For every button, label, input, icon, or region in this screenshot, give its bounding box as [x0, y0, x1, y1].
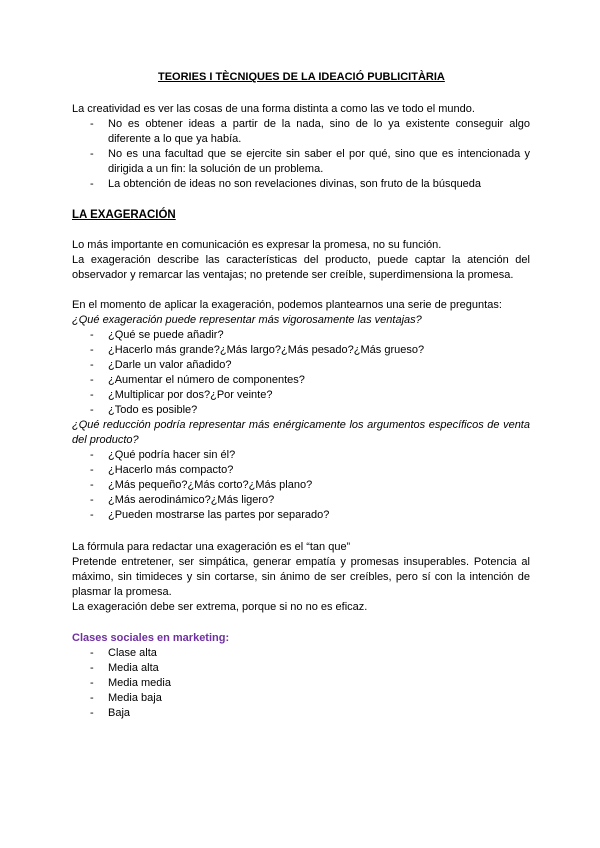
list-item — [72, 661, 530, 676]
list-item — [72, 646, 530, 661]
list-item — [72, 706, 530, 721]
bullet-dash: - — [90, 692, 94, 704]
bullet-text: No es una facultad que se ejercite sin saber el por qué, sino que es intencionada y dirigida a un fin: la solución de un problema. — [108, 148, 530, 175]
list-item — [72, 676, 530, 691]
bullet-dash: - — [90, 359, 94, 371]
intro-bullet-list — [72, 117, 530, 192]
bullet-text: ¿Pueden mostrarse las partes por separado? — [108, 509, 330, 521]
question-heading: ¿Qué exageración puede representar más vigorosamente las ventajas? — [72, 314, 422, 326]
document-title: TEORIES I TÈCNIQUES DE LA IDEACIÓ PUBLICITÀRIA — [158, 71, 445, 83]
bullet-dash: - — [90, 344, 94, 356]
list-item — [72, 463, 530, 478]
bullet-dash: - — [90, 479, 94, 491]
list-item — [72, 403, 530, 418]
list-item — [72, 117, 530, 147]
classes-heading: Clases sociales en marketing: — [72, 632, 230, 644]
bullet-text: ¿Qué se puede añadir? — [108, 329, 224, 341]
question-heading: ¿Qué reducción podría representar más enérgicamente los argumentos específicos de venta del producto? — [72, 419, 530, 446]
bullet-text: ¿Darle un valor añadido? — [108, 359, 232, 371]
bullet-dash: - — [90, 404, 94, 416]
social-classes-list — [72, 646, 530, 721]
bullet-dash: - — [90, 662, 94, 674]
bullet-text: Media alta — [108, 662, 159, 674]
bullet-dash: - — [90, 494, 94, 506]
list-item — [72, 373, 530, 388]
bullet-dash: - — [90, 707, 94, 719]
bullet-dash: - — [90, 148, 94, 160]
paragraph-line: Lo más importante en comunicación es expresar la promesa, no su función. — [72, 239, 442, 251]
bullet-text: ¿Más aerodinámico?¿Más ligero? — [108, 494, 275, 506]
list-item — [72, 508, 530, 523]
bullet-text: No es obtener ideas a partir de la nada, sino de lo ya existente conseguir algo diferente a lo que ya había. — [108, 118, 530, 145]
list-item — [72, 328, 530, 343]
questions-intro: En el momento de aplicar la exageración, podemos plantearnos una serie de preguntas: — [72, 299, 502, 311]
question2-list — [72, 448, 530, 523]
bullet-text: ¿Qué podría hacer sin él? — [108, 449, 236, 461]
list-item — [72, 691, 530, 706]
bullet-dash: - — [90, 329, 94, 341]
bullet-text: ¿Hacerlo más grande?¿Más largo?¿Más pesado?¿Más grueso? — [108, 344, 425, 356]
list-item — [72, 147, 530, 177]
intro-paragraph: La creatividad es ver las cosas de una forma distinta a como las ve todo el mundo. — [72, 103, 475, 115]
list-item — [72, 478, 530, 493]
formula-description: Pretende entretener, ser simpática, generar empatía y promesas insuperables. Potencia al máximo, sin timideces y sin cortarse, sin ánimo de ser creíbles, pero sí con la intención de plasmar la promesa. — [72, 556, 530, 598]
list-item — [72, 358, 530, 373]
exaggeration-description: La exageración describe las características del producto, puede captar la atención del observador y remarcar las ventajas; no pretende ser creíble, superdimensiona la promesa. — [72, 254, 530, 281]
bullet-dash: - — [90, 118, 94, 130]
bullet-text: Media media — [108, 677, 171, 689]
list-item — [72, 343, 530, 358]
bullet-text: ¿Todo es posible? — [108, 404, 198, 416]
list-item — [72, 388, 530, 403]
bullet-text: ¿Hacerlo más compacto? — [108, 464, 234, 476]
bullet-text: ¿Aumentar el número de componentes? — [108, 374, 305, 386]
bullet-dash: - — [90, 677, 94, 689]
bullet-dash: - — [90, 509, 94, 521]
bullet-text: Baja — [108, 707, 131, 719]
bullet-dash: - — [90, 464, 94, 476]
bullet-dash: - — [90, 449, 94, 461]
list-item — [72, 493, 530, 508]
formula-line: La fórmula para redactar una exageración es el “tan que” — [72, 541, 351, 553]
bullet-text: La obtención de ideas no son revelaciones divinas, son fruto de la búsqueda — [108, 178, 482, 190]
question1-list — [72, 328, 530, 418]
bullet-dash: - — [90, 647, 94, 659]
list-item — [72, 448, 530, 463]
bullet-text: Media baja — [108, 692, 162, 704]
bullet-dash: - — [90, 178, 94, 190]
bullet-text: Clase alta — [108, 647, 157, 659]
bullet-dash: - — [90, 389, 94, 401]
bullet-text: ¿Más pequeño?¿Más corto?¿Más plano? — [108, 479, 313, 491]
bullet-text: ¿Multiplicar por dos?¿Por veinte? — [108, 389, 273, 401]
section-heading: LA EXAGERACIÓN — [72, 209, 176, 221]
extreme-statement: La exageración debe ser extrema, porque si no no es eficaz. — [72, 601, 368, 613]
bullet-dash: - — [90, 374, 94, 386]
list-item — [72, 177, 530, 192]
